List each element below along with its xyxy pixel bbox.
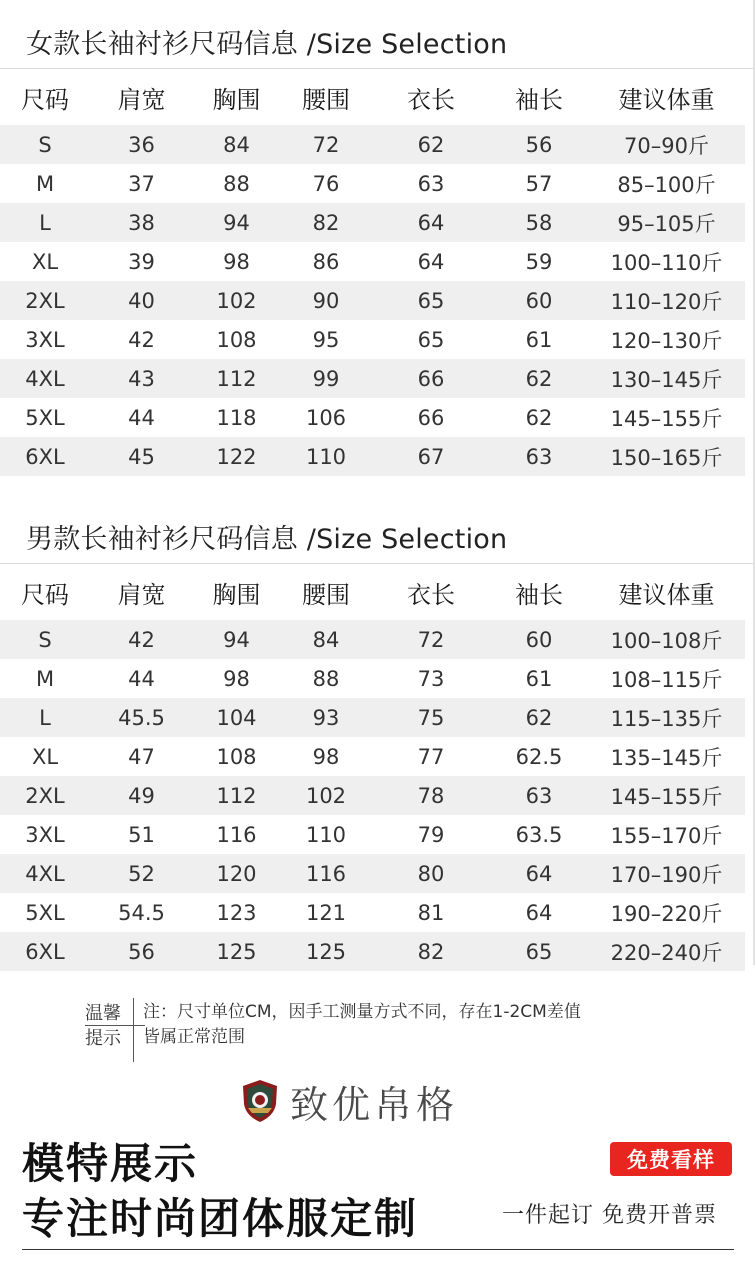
table-cell: S xyxy=(38,627,52,652)
table-cell: 66 xyxy=(417,405,445,430)
note-horizontal-rule xyxy=(85,1025,145,1026)
table-cell: 60 xyxy=(525,627,553,652)
table-cell: 2XL xyxy=(25,783,65,808)
note-label-line1: 温馨 xyxy=(85,1003,121,1024)
table-cell: 62 xyxy=(525,405,553,430)
table-cell: 110 xyxy=(305,822,347,847)
table-cell: M xyxy=(35,666,55,691)
table-cell: 98 xyxy=(223,666,250,691)
table-cell: 43 xyxy=(128,366,155,391)
table-cell: 40 xyxy=(128,288,155,313)
column-header: 袖长 xyxy=(515,581,563,609)
table-cell: 88 xyxy=(223,171,250,196)
table-cell: 63 xyxy=(525,783,553,808)
table-cell: 104 xyxy=(216,705,257,730)
table-cell: 170–190斤 xyxy=(610,862,723,887)
table-cell: 70–90斤 xyxy=(624,133,709,158)
table-cell: 72 xyxy=(312,132,340,157)
table-cell: 3XL xyxy=(25,327,65,352)
column-header: 肩宽 xyxy=(117,581,166,609)
table-header-row xyxy=(0,565,745,620)
table-cell: 63 xyxy=(525,444,553,469)
table-cell: 44 xyxy=(128,405,155,430)
table-row xyxy=(0,125,745,164)
table-cell: 98 xyxy=(223,249,250,274)
table-cell: M xyxy=(35,171,55,196)
column-header: 衣长 xyxy=(407,581,455,609)
men-section-title: 男款长袖衬衫尺码信息 /Size Selection xyxy=(26,524,508,555)
brand-name: 致优帛格 xyxy=(290,1082,459,1127)
table-cell: 79 xyxy=(417,822,445,847)
table-row xyxy=(0,854,745,893)
table-row xyxy=(0,698,745,737)
table-cell: 58 xyxy=(525,210,553,235)
table-row xyxy=(0,242,745,281)
table-cell: 122 xyxy=(216,444,257,469)
table-cell: 61 xyxy=(525,666,553,691)
table-row xyxy=(0,203,745,242)
table-cell: 65 xyxy=(417,288,445,313)
table-cell: 102 xyxy=(216,288,257,313)
table-cell: 120 xyxy=(216,861,257,886)
table-cell: 64 xyxy=(417,249,445,274)
table-cell: 98 xyxy=(312,744,340,769)
table-cell: 5XL xyxy=(25,405,65,430)
table-cell: 63.5 xyxy=(515,822,563,847)
table-cell: 116 xyxy=(305,861,347,886)
note-label xyxy=(80,1001,126,1051)
table-row xyxy=(0,281,745,320)
table-cell: 78 xyxy=(417,783,445,808)
table-cell: L xyxy=(39,210,51,235)
table-row xyxy=(0,932,745,971)
table-cell: 106 xyxy=(305,405,347,430)
column-header: 腰围 xyxy=(302,581,350,609)
column-header: 胸围 xyxy=(212,86,261,114)
table-row xyxy=(0,620,745,659)
table-cell: 37 xyxy=(128,171,155,196)
table-cell: 123 xyxy=(216,900,257,925)
column-header: 袖长 xyxy=(515,86,563,114)
order-tagline: 一件起订 免费开普票 xyxy=(502,1203,717,1228)
column-header: 建议体重 xyxy=(618,86,715,114)
table-cell: 51 xyxy=(128,822,155,847)
table-cell: 94 xyxy=(223,627,250,652)
table-cell: 77 xyxy=(417,744,445,769)
note-vertical-rule xyxy=(133,998,134,1062)
table-cell: 100–110斤 xyxy=(610,250,723,275)
table-row xyxy=(0,320,745,359)
table-row xyxy=(0,893,745,932)
table-cell: 6XL xyxy=(25,444,65,469)
note-text xyxy=(143,1000,703,1050)
women-section-title: 女款长袖衬衫尺码信息 /Size Selection xyxy=(26,29,508,60)
women-size-table xyxy=(0,70,745,476)
table-row xyxy=(0,164,745,203)
column-header: 衣长 xyxy=(407,86,455,114)
table-header-row xyxy=(0,70,745,125)
table-cell: 130–145斤 xyxy=(610,367,723,392)
table-cell: 57 xyxy=(525,171,553,196)
table-cell: 45 xyxy=(128,444,155,469)
table-row xyxy=(0,815,745,854)
table-cell: 94 xyxy=(223,210,250,235)
table-row xyxy=(0,659,745,698)
table-cell: 110–120斤 xyxy=(610,289,723,314)
table-cell: 81 xyxy=(417,900,445,925)
table-cell: 59 xyxy=(525,249,553,274)
table-cell: 93 xyxy=(312,705,340,730)
table-cell: 60 xyxy=(525,288,553,313)
table-cell: 5XL xyxy=(25,900,65,925)
table-cell: 62 xyxy=(525,705,553,730)
table-row xyxy=(0,437,745,476)
women-title-divider xyxy=(0,68,755,69)
table-cell: 100–108斤 xyxy=(610,628,723,653)
table-cell: 4XL xyxy=(25,861,65,886)
table-cell: 65 xyxy=(525,939,553,964)
table-cell: 47 xyxy=(128,744,155,769)
men-size-table xyxy=(0,565,745,971)
table-cell: 62 xyxy=(417,132,445,157)
table-row xyxy=(0,737,745,776)
table-cell: 112 xyxy=(216,783,257,808)
table-cell: 80 xyxy=(417,861,445,886)
table-cell: 102 xyxy=(305,783,347,808)
table-cell: 3XL xyxy=(25,822,65,847)
table-cell: 125 xyxy=(216,939,257,964)
table-cell: 62 xyxy=(525,366,553,391)
table-cell: 61 xyxy=(525,327,553,352)
custom-uniform-heading: 专注时尚团体服定制 xyxy=(22,1194,419,1243)
table-cell: 62.5 xyxy=(515,744,563,769)
table-cell: 108 xyxy=(216,327,257,352)
table-cell: 116 xyxy=(216,822,257,847)
table-cell: 84 xyxy=(312,627,340,652)
table-cell: 190–220斤 xyxy=(610,901,723,926)
table-cell: 121 xyxy=(305,900,347,925)
table-cell: 76 xyxy=(312,171,340,196)
table-cell: 99 xyxy=(312,366,340,391)
table-cell: 56 xyxy=(525,132,553,157)
table-cell: 73 xyxy=(417,666,445,691)
table-cell: 82 xyxy=(417,939,445,964)
column-header: 建议体重 xyxy=(618,581,715,609)
table-cell: L xyxy=(39,705,51,730)
table-cell: 64 xyxy=(417,210,445,235)
table-cell: 145–155斤 xyxy=(610,406,723,431)
table-cell: 64 xyxy=(525,861,553,886)
table-cell: 95–105斤 xyxy=(617,211,716,236)
free-sample-badge[interactable]: 免费看样 xyxy=(610,1142,732,1176)
table-cell: 108–115斤 xyxy=(610,667,723,692)
table-cell: XL xyxy=(31,249,59,274)
column-header: 肩宽 xyxy=(117,86,166,114)
table-cell: 72 xyxy=(417,627,445,652)
table-cell: 44 xyxy=(128,666,155,691)
table-cell: 85–100斤 xyxy=(617,172,716,197)
table-cell: 115–135斤 xyxy=(610,706,723,731)
bottom-rule xyxy=(22,1249,734,1250)
model-display-heading: 模特展示 xyxy=(22,1139,199,1188)
table-cell: 86 xyxy=(312,249,340,274)
table-cell: 120–130斤 xyxy=(610,328,723,353)
table-cell: 2XL xyxy=(25,288,65,313)
table-cell: 82 xyxy=(312,210,340,235)
table-cell: 38 xyxy=(128,210,155,235)
table-cell: 6XL xyxy=(25,939,65,964)
table-cell: 135–145斤 xyxy=(610,745,723,770)
note-text-line2: 皆属正常范围 xyxy=(143,1027,245,1047)
table-cell: XL xyxy=(31,744,59,769)
table-cell: 39 xyxy=(128,249,155,274)
table-cell: 88 xyxy=(312,666,340,691)
men-title-divider xyxy=(0,563,755,564)
table-row xyxy=(0,398,745,437)
table-cell: 45.5 xyxy=(118,705,165,730)
table-cell: 54.5 xyxy=(118,900,165,925)
table-cell: 155–170斤 xyxy=(610,823,723,848)
column-header: 胸围 xyxy=(212,581,261,609)
table-cell: 110 xyxy=(305,444,347,469)
table-cell: 52 xyxy=(128,861,155,886)
shield-emblem-icon xyxy=(240,1078,280,1124)
table-row xyxy=(0,359,745,398)
table-cell: 64 xyxy=(525,900,553,925)
table-cell: 84 xyxy=(223,132,250,157)
table-cell: 90 xyxy=(312,288,340,313)
table-row xyxy=(0,776,745,815)
column-header: 尺码 xyxy=(21,581,69,609)
table-cell: 220–240斤 xyxy=(610,940,723,965)
table-cell: S xyxy=(38,132,52,157)
table-cell: 66 xyxy=(417,366,445,391)
table-cell: 65 xyxy=(417,327,445,352)
note-text-line1: 注：尺寸单位CM，因手工测量方式不同，存在1-2CM差值 xyxy=(143,1002,581,1022)
table-cell: 36 xyxy=(128,132,155,157)
column-header: 腰围 xyxy=(302,86,350,114)
table-cell: 125 xyxy=(305,939,347,964)
table-cell: 112 xyxy=(216,366,257,391)
table-cell: 75 xyxy=(417,705,445,730)
brand-lockup xyxy=(240,1076,458,1126)
table-cell: 42 xyxy=(128,627,155,652)
table-cell: 49 xyxy=(128,783,155,808)
table-cell: 108 xyxy=(216,744,257,769)
table-cell: 63 xyxy=(417,171,445,196)
table-cell: 118 xyxy=(216,405,257,430)
table-cell: 67 xyxy=(417,444,445,469)
table-cell: 4XL xyxy=(25,366,65,391)
table-cell: 95 xyxy=(312,327,340,352)
table-cell: 150–165斤 xyxy=(610,445,723,470)
note-label-line2: 提示 xyxy=(85,1028,121,1049)
table-cell: 145–155斤 xyxy=(610,784,723,809)
column-header: 尺码 xyxy=(21,86,69,114)
table-cell: 56 xyxy=(128,939,155,964)
table-cell: 42 xyxy=(128,327,155,352)
